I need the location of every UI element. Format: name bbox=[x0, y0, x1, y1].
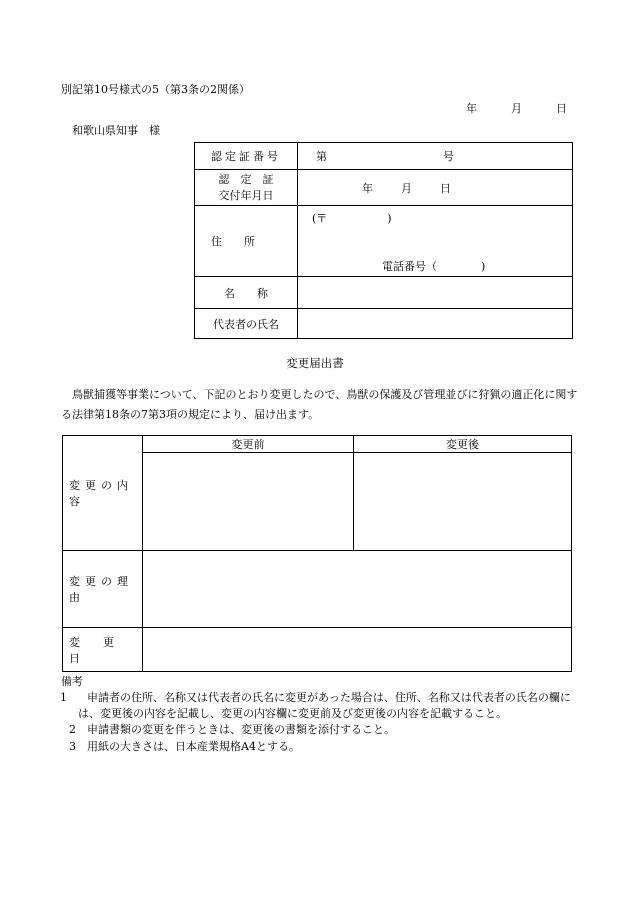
applicant-table bbox=[194, 142, 573, 339]
document-title: 変更届出書 bbox=[286, 356, 344, 370]
content-label: 変更の内容 bbox=[69, 479, 133, 508]
note-number: 3 bbox=[69, 740, 76, 753]
cert-no-suffix: 号 bbox=[443, 150, 454, 163]
note-text: 申請書類の変更を伴うときは、変更後の書類を添付すること。 bbox=[87, 723, 395, 736]
postal-close: ) bbox=[387, 212, 392, 225]
cert-no-field[interactable] bbox=[298, 143, 573, 170]
cert-no-prefix: 第 bbox=[316, 150, 327, 163]
note-item-3 bbox=[69, 739, 581, 755]
name-label-cell bbox=[195, 277, 298, 309]
date-day: 日 bbox=[556, 102, 567, 115]
before-header: 変更前 bbox=[143, 436, 354, 453]
reason-label-cell bbox=[63, 551, 143, 628]
note-text: 申請者の住所、名称又は代表者の氏名に変更があった場合は、住所、名称又は代表者の氏名の欄には、変更後の内容を記載し、変更の内容欄に変更前及び変更後の内容を記載すること。 bbox=[78, 691, 571, 720]
phone-label: 電話番号（ bbox=[382, 260, 437, 273]
rep-label-cell bbox=[195, 309, 298, 339]
note-number: 2 bbox=[69, 723, 76, 736]
form-label: 別記第10号様式の5（第3条の2関係） bbox=[61, 83, 250, 96]
phone-close: ) bbox=[481, 260, 486, 273]
address-label-cell bbox=[195, 206, 298, 277]
after-content-field[interactable] bbox=[354, 453, 572, 551]
change-date-label: 変 更 日 bbox=[69, 635, 137, 665]
date-month: 月 bbox=[511, 102, 522, 115]
address-label: 住 所 bbox=[211, 235, 255, 248]
cert-date-field[interactable] bbox=[298, 170, 573, 206]
change-table bbox=[62, 435, 572, 672]
postal-mark: (〒 bbox=[312, 212, 328, 225]
notes-heading: 備考 bbox=[61, 675, 83, 688]
after-header: 変更後 bbox=[354, 436, 572, 453]
address-field[interactable] bbox=[298, 206, 573, 277]
cert-no-label-cell bbox=[195, 143, 298, 170]
submission-date bbox=[466, 100, 567, 116]
reason-field[interactable] bbox=[143, 551, 572, 628]
reason-label: 変更の理由 bbox=[69, 575, 133, 604]
note-item-1 bbox=[60, 690, 590, 722]
cert-date-year: 年 bbox=[362, 181, 373, 195]
cert-date-label-2: 交付年月日 bbox=[218, 188, 274, 202]
change-date-field[interactable] bbox=[143, 628, 572, 672]
rep-label: 代表者の氏名 bbox=[213, 317, 279, 331]
date-label-cell bbox=[63, 628, 143, 672]
content-label-cell bbox=[63, 436, 143, 551]
addressee: 和歌山県知事 様 bbox=[72, 124, 160, 137]
note-number: 1 bbox=[60, 691, 67, 704]
cert-no-label: 認定証番号 bbox=[211, 150, 281, 163]
body-text: 鳥獣捕獲等事業について、下記のとおり変更したので、鳥獣の保護及び管理並びに狩猟の適正化に関する法律第18条の7第3項の規定により、届け出ます。 bbox=[61, 388, 578, 421]
cert-date-label-1: 認 定 証 bbox=[218, 172, 274, 186]
name-field[interactable] bbox=[298, 277, 573, 309]
date-year: 年 bbox=[466, 102, 477, 115]
cert-date-day: 日 bbox=[440, 181, 451, 195]
name-label: 名 称 bbox=[224, 286, 268, 300]
cert-date-label-cell bbox=[195, 170, 298, 206]
note-item-2 bbox=[69, 722, 581, 738]
before-content-field[interactable] bbox=[143, 453, 354, 551]
note-text: 用紙の大きさは、日本産業規格A4とする。 bbox=[87, 740, 300, 753]
cert-date-month: 月 bbox=[401, 181, 412, 195]
rep-name-field[interactable] bbox=[298, 309, 573, 339]
